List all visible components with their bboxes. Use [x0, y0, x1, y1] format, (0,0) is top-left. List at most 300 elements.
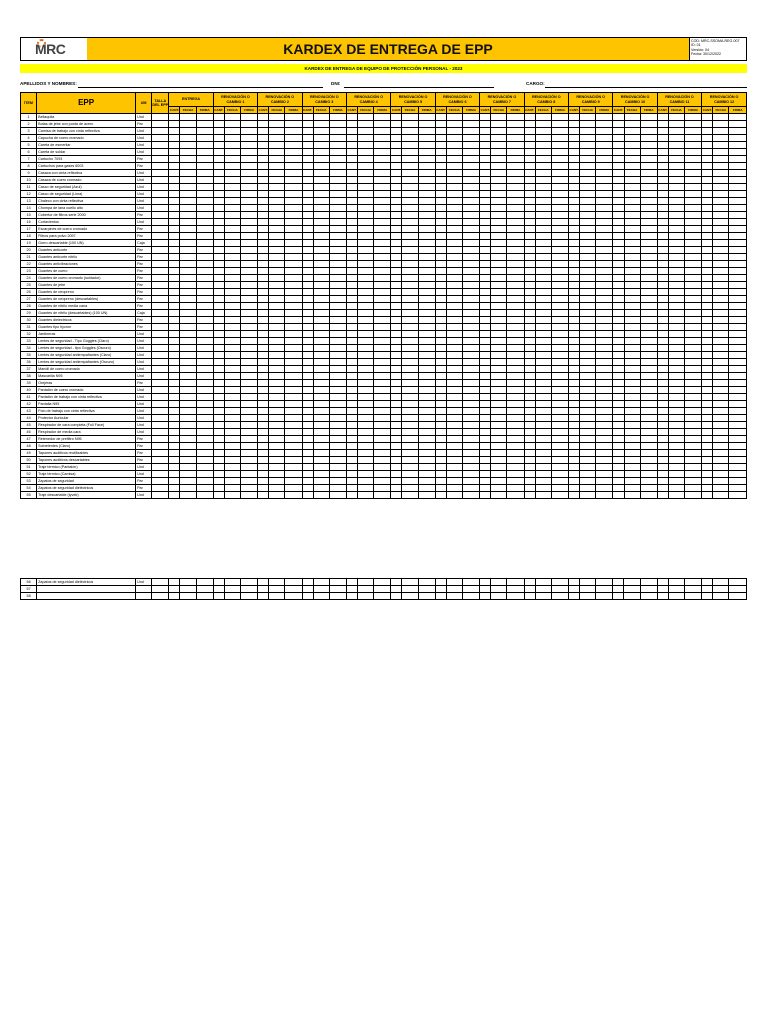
fecha-cell[interactable]	[358, 163, 374, 170]
fecha-cell[interactable]	[180, 156, 196, 163]
fecha-cell[interactable]	[358, 240, 374, 247]
cant-cell[interactable]	[657, 429, 668, 436]
cant-cell[interactable]	[302, 457, 313, 464]
fecha-cell[interactable]	[269, 177, 285, 184]
talla-cell[interactable]	[152, 359, 169, 366]
fecha-cell[interactable]	[313, 471, 329, 478]
fecha-cell[interactable]	[224, 457, 240, 464]
firma-cell[interactable]	[507, 198, 524, 205]
cant-cell[interactable]	[524, 303, 535, 310]
fecha-cell[interactable]	[269, 492, 285, 499]
firma-cell[interactable]	[729, 394, 747, 401]
firma-cell[interactable]	[685, 289, 702, 296]
fecha-cell[interactable]	[668, 254, 684, 261]
cant-cell[interactable]	[346, 373, 357, 380]
cant-cell[interactable]	[435, 149, 446, 156]
firma-cell[interactable]	[374, 184, 391, 191]
firma-cell[interactable]	[285, 226, 302, 233]
firma-cell[interactable]	[240, 184, 257, 191]
cant-cell[interactable]	[435, 415, 446, 422]
cant-cell[interactable]	[302, 464, 313, 471]
firma-cell[interactable]	[374, 282, 391, 289]
cant-cell[interactable]	[258, 296, 269, 303]
cant-cell[interactable]	[258, 198, 269, 205]
firma-cell[interactable]	[729, 289, 747, 296]
firma-cell[interactable]	[463, 415, 480, 422]
cant-cell[interactable]	[613, 579, 624, 586]
firma-cell[interactable]	[418, 387, 435, 394]
fecha-cell[interactable]	[180, 268, 196, 275]
firma-cell[interactable]	[640, 401, 657, 408]
fecha-cell[interactable]	[358, 478, 374, 485]
cant-cell[interactable]	[435, 121, 446, 128]
fecha-cell[interactable]	[313, 492, 329, 499]
firma-cell[interactable]	[196, 177, 213, 184]
cant-cell[interactable]	[702, 156, 713, 163]
cant-cell[interactable]	[657, 485, 668, 492]
cant-cell[interactable]	[346, 275, 357, 282]
fecha-cell[interactable]	[713, 191, 729, 198]
fecha-cell[interactable]	[624, 471, 640, 478]
cant-cell[interactable]	[613, 233, 624, 240]
firma-cell[interactable]	[240, 121, 257, 128]
fecha-cell[interactable]	[491, 268, 507, 275]
cant-cell[interactable]	[435, 296, 446, 303]
cant-cell[interactable]	[169, 191, 180, 198]
firma-cell[interactable]	[640, 289, 657, 296]
fecha-cell[interactable]	[535, 205, 551, 212]
cant-cell[interactable]	[613, 352, 624, 359]
cant-cell[interactable]	[702, 212, 713, 219]
cant-cell[interactable]	[657, 471, 668, 478]
firma-cell[interactable]	[640, 593, 657, 600]
cant-cell[interactable]	[302, 142, 313, 149]
firma-cell[interactable]	[596, 261, 613, 268]
firma-cell[interactable]	[329, 359, 346, 366]
fecha-cell[interactable]	[668, 128, 684, 135]
fecha-cell[interactable]	[446, 212, 462, 219]
firma-cell[interactable]	[329, 135, 346, 142]
firma-cell[interactable]	[551, 443, 568, 450]
fecha-cell[interactable]	[180, 219, 196, 226]
firma-cell[interactable]	[551, 261, 568, 268]
cant-cell[interactable]	[391, 226, 402, 233]
fecha-cell[interactable]	[580, 289, 596, 296]
talla-cell[interactable]	[152, 135, 169, 142]
cant-cell[interactable]	[258, 324, 269, 331]
fecha-cell[interactable]	[269, 156, 285, 163]
fecha-cell[interactable]	[668, 415, 684, 422]
firma-cell[interactable]	[196, 394, 213, 401]
cant-cell[interactable]	[169, 450, 180, 457]
firma-cell[interactable]	[374, 310, 391, 317]
firma-cell[interactable]	[507, 485, 524, 492]
talla-cell[interactable]	[152, 219, 169, 226]
firma-cell[interactable]	[596, 492, 613, 499]
fecha-cell[interactable]	[313, 240, 329, 247]
fecha-cell[interactable]	[713, 114, 729, 121]
fecha-cell[interactable]	[668, 282, 684, 289]
fecha-cell[interactable]	[358, 177, 374, 184]
firma-cell[interactable]	[463, 401, 480, 408]
cant-cell[interactable]	[569, 387, 580, 394]
firma-cell[interactable]	[196, 205, 213, 212]
cant-cell[interactable]	[524, 579, 535, 586]
cant-cell[interactable]	[613, 303, 624, 310]
cant-cell[interactable]	[169, 121, 180, 128]
firma-cell[interactable]	[507, 275, 524, 282]
fecha-cell[interactable]	[224, 170, 240, 177]
cant-cell[interactable]	[169, 205, 180, 212]
fecha-cell[interactable]	[358, 422, 374, 429]
firma-cell[interactable]	[285, 282, 302, 289]
fecha-cell[interactable]	[402, 366, 418, 373]
cant-cell[interactable]	[702, 443, 713, 450]
firma-cell[interactable]	[329, 373, 346, 380]
cant-cell[interactable]	[346, 331, 357, 338]
firma-cell[interactable]	[551, 156, 568, 163]
firma-cell[interactable]	[240, 324, 257, 331]
cant-cell[interactable]	[258, 233, 269, 240]
fecha-cell[interactable]	[580, 380, 596, 387]
fecha-cell[interactable]	[402, 282, 418, 289]
fecha-cell[interactable]	[446, 296, 462, 303]
firma-cell[interactable]	[374, 457, 391, 464]
fecha-cell[interactable]	[624, 226, 640, 233]
firma-cell[interactable]	[374, 205, 391, 212]
fecha-cell[interactable]	[491, 310, 507, 317]
cant-cell[interactable]	[702, 170, 713, 177]
firma-cell[interactable]	[640, 198, 657, 205]
firma-cell[interactable]	[374, 586, 391, 593]
cant-cell[interactable]	[346, 184, 357, 191]
cant-cell[interactable]	[258, 114, 269, 121]
fecha-cell[interactable]	[491, 352, 507, 359]
fecha-cell[interactable]	[446, 436, 462, 443]
fecha-cell[interactable]	[446, 338, 462, 345]
fecha-cell[interactable]	[580, 212, 596, 219]
fecha-cell[interactable]	[402, 149, 418, 156]
firma-cell[interactable]	[329, 345, 346, 352]
firma-cell[interactable]	[329, 226, 346, 233]
firma-cell[interactable]	[551, 373, 568, 380]
firma-cell[interactable]	[196, 457, 213, 464]
firma-cell[interactable]	[374, 198, 391, 205]
cant-cell[interactable]	[657, 247, 668, 254]
fecha-cell[interactable]	[224, 408, 240, 415]
fecha-cell[interactable]	[180, 443, 196, 450]
firma-cell[interactable]	[463, 282, 480, 289]
fecha-cell[interactable]	[624, 380, 640, 387]
firma-cell[interactable]	[507, 579, 524, 586]
talla-cell[interactable]	[152, 586, 169, 593]
cant-cell[interactable]	[391, 338, 402, 345]
firma-cell[interactable]	[285, 387, 302, 394]
firma-cell[interactable]	[463, 198, 480, 205]
cant-cell[interactable]	[568, 593, 579, 600]
fecha-cell[interactable]	[313, 345, 329, 352]
firma-cell[interactable]	[551, 408, 568, 415]
firma-cell[interactable]	[196, 415, 213, 422]
firma-cell[interactable]	[507, 226, 524, 233]
cant-cell[interactable]	[391, 401, 402, 408]
firma-cell[interactable]	[729, 593, 747, 600]
firma-cell[interactable]	[285, 593, 302, 600]
cant-cell[interactable]	[569, 436, 580, 443]
talla-cell[interactable]	[152, 212, 169, 219]
firma-cell[interactable]	[329, 212, 346, 219]
fecha-cell[interactable]	[535, 184, 551, 191]
firma-cell[interactable]	[685, 394, 702, 401]
firma-cell[interactable]	[463, 429, 480, 436]
fecha-cell[interactable]	[358, 142, 374, 149]
firma-cell[interactable]	[729, 492, 747, 499]
fecha-cell[interactable]	[491, 586, 507, 593]
fecha-cell[interactable]	[358, 492, 374, 499]
firma-cell[interactable]	[640, 394, 657, 401]
cant-cell[interactable]	[657, 401, 668, 408]
fecha-cell[interactable]	[224, 212, 240, 219]
talla-cell[interactable]	[152, 198, 169, 205]
cant-cell[interactable]	[657, 233, 668, 240]
fecha-cell[interactable]	[224, 443, 240, 450]
firma-cell[interactable]	[685, 457, 702, 464]
firma-cell[interactable]	[418, 324, 435, 331]
fecha-cell[interactable]	[358, 233, 374, 240]
cant-cell[interactable]	[213, 450, 224, 457]
cant-cell[interactable]	[524, 289, 535, 296]
talla-cell[interactable]	[152, 191, 169, 198]
cant-cell[interactable]	[302, 268, 313, 275]
firma-cell[interactable]	[551, 338, 568, 345]
cant-cell[interactable]	[435, 135, 446, 142]
firma-cell[interactable]	[596, 317, 613, 324]
fecha-cell[interactable]	[313, 359, 329, 366]
cant-cell[interactable]	[258, 415, 269, 422]
cant-cell[interactable]	[258, 436, 269, 443]
fecha-cell[interactable]	[491, 345, 507, 352]
fecha-cell[interactable]	[624, 261, 640, 268]
cargo-field[interactable]	[545, 87, 747, 88]
fecha-cell[interactable]	[713, 471, 729, 478]
cant-cell[interactable]	[524, 593, 535, 600]
fecha-cell[interactable]	[358, 191, 374, 198]
firma-cell[interactable]	[374, 254, 391, 261]
firma-cell[interactable]	[551, 450, 568, 457]
fecha-cell[interactable]	[224, 394, 240, 401]
cant-cell[interactable]	[480, 408, 491, 415]
fecha-cell[interactable]	[402, 345, 418, 352]
fecha-cell[interactable]	[224, 142, 240, 149]
firma-cell[interactable]	[596, 380, 613, 387]
fecha-cell[interactable]	[224, 380, 240, 387]
fecha-cell[interactable]	[446, 191, 462, 198]
firma-cell[interactable]	[685, 177, 702, 184]
fecha-cell[interactable]	[624, 436, 640, 443]
cant-cell[interactable]	[213, 387, 224, 394]
firma-cell[interactable]	[196, 586, 213, 593]
fecha-cell[interactable]	[668, 366, 684, 373]
cant-cell[interactable]	[346, 464, 357, 471]
firma-cell[interactable]	[329, 457, 346, 464]
fecha-cell[interactable]	[313, 436, 329, 443]
cant-cell[interactable]	[657, 373, 668, 380]
fecha-cell[interactable]	[713, 128, 729, 135]
cant-cell[interactable]	[702, 478, 713, 485]
fecha-cell[interactable]	[491, 247, 507, 254]
cant-cell[interactable]	[258, 275, 269, 282]
firma-cell[interactable]	[729, 471, 747, 478]
cant-cell[interactable]	[391, 240, 402, 247]
firma-cell[interactable]	[463, 163, 480, 170]
fecha-cell[interactable]	[224, 485, 240, 492]
cant-cell[interactable]	[435, 205, 446, 212]
fecha-cell[interactable]	[491, 579, 507, 586]
cant-cell[interactable]	[613, 373, 624, 380]
fecha-cell[interactable]	[402, 422, 418, 429]
firma-cell[interactable]	[685, 429, 702, 436]
cant-cell[interactable]	[213, 212, 224, 219]
fecha-cell[interactable]	[446, 471, 462, 478]
fecha-cell[interactable]	[269, 443, 285, 450]
fecha-cell[interactable]	[180, 184, 196, 191]
fecha-cell[interactable]	[713, 408, 729, 415]
fecha-cell[interactable]	[713, 352, 729, 359]
cant-cell[interactable]	[302, 331, 313, 338]
fecha-cell[interactable]	[180, 310, 196, 317]
cant-cell[interactable]	[169, 128, 180, 135]
firma-cell[interactable]	[507, 586, 524, 593]
cant-cell[interactable]	[391, 135, 402, 142]
fecha-cell[interactable]	[491, 163, 507, 170]
fecha-cell[interactable]	[668, 170, 684, 177]
fecha-cell[interactable]	[180, 233, 196, 240]
cant-cell[interactable]	[258, 429, 269, 436]
cant-cell[interactable]	[169, 135, 180, 142]
cant-cell[interactable]	[213, 254, 224, 261]
cant-cell[interactable]	[657, 492, 668, 499]
cant-cell[interactable]	[480, 478, 491, 485]
firma-cell[interactable]	[685, 422, 702, 429]
fecha-cell[interactable]	[224, 121, 240, 128]
cant-cell[interactable]	[569, 240, 580, 247]
firma-cell[interactable]	[596, 401, 613, 408]
firma-cell[interactable]	[240, 429, 257, 436]
cant-cell[interactable]	[346, 240, 357, 247]
fecha-cell[interactable]	[224, 579, 240, 586]
cant-cell[interactable]	[702, 114, 713, 121]
cant-cell[interactable]	[169, 149, 180, 156]
firma-cell[interactable]	[374, 317, 391, 324]
firma-cell[interactable]	[329, 422, 346, 429]
fecha-cell[interactable]	[402, 303, 418, 310]
firma-cell[interactable]	[418, 240, 435, 247]
firma-cell[interactable]	[418, 163, 435, 170]
fecha-cell[interactable]	[713, 331, 729, 338]
cant-cell[interactable]	[657, 359, 668, 366]
firma-cell[interactable]	[240, 114, 257, 121]
fecha-cell[interactable]	[224, 387, 240, 394]
firma-cell[interactable]	[685, 471, 702, 478]
cant-cell[interactable]	[435, 317, 446, 324]
cant-cell[interactable]	[213, 247, 224, 254]
firma-cell[interactable]	[463, 443, 480, 450]
firma-cell[interactable]	[685, 485, 702, 492]
cant-cell[interactable]	[524, 247, 535, 254]
cant-cell[interactable]	[435, 324, 446, 331]
cant-cell[interactable]	[302, 394, 313, 401]
fecha-cell[interactable]	[313, 593, 329, 600]
fecha-cell[interactable]	[269, 212, 285, 219]
firma-cell[interactable]	[329, 275, 346, 282]
fecha-cell[interactable]	[402, 317, 418, 324]
cant-cell[interactable]	[258, 177, 269, 184]
firma-cell[interactable]	[551, 163, 568, 170]
cant-cell[interactable]	[302, 282, 313, 289]
cant-cell[interactable]	[480, 289, 491, 296]
fecha-cell[interactable]	[313, 233, 329, 240]
fecha-cell[interactable]	[624, 254, 640, 261]
fecha-cell[interactable]	[269, 408, 285, 415]
cant-cell[interactable]	[258, 387, 269, 394]
fecha-cell[interactable]	[180, 464, 196, 471]
fecha-cell[interactable]	[535, 163, 551, 170]
fecha-cell[interactable]	[624, 422, 640, 429]
fecha-cell[interactable]	[224, 114, 240, 121]
fecha-cell[interactable]	[269, 163, 285, 170]
firma-cell[interactable]	[240, 212, 257, 219]
firma-cell[interactable]	[329, 142, 346, 149]
fecha-cell[interactable]	[402, 394, 418, 401]
cant-cell[interactable]	[613, 586, 624, 593]
firma-cell[interactable]	[240, 450, 257, 457]
cant-cell[interactable]	[169, 142, 180, 149]
firma-cell[interactable]	[329, 233, 346, 240]
fecha-cell[interactable]	[402, 464, 418, 471]
cant-cell[interactable]	[169, 317, 180, 324]
fecha-cell[interactable]	[313, 296, 329, 303]
fecha-cell[interactable]	[269, 268, 285, 275]
fecha-cell[interactable]	[535, 275, 551, 282]
cant-cell[interactable]	[391, 450, 402, 457]
cant-cell[interactable]	[213, 331, 224, 338]
fecha-cell[interactable]	[580, 324, 596, 331]
firma-cell[interactable]	[551, 135, 568, 142]
cant-cell[interactable]	[569, 135, 580, 142]
fecha-cell[interactable]	[624, 429, 640, 436]
fecha-cell[interactable]	[313, 485, 329, 492]
firma-cell[interactable]	[640, 254, 657, 261]
firma-cell[interactable]	[640, 177, 657, 184]
cant-cell[interactable]	[302, 422, 313, 429]
firma-cell[interactable]	[463, 212, 480, 219]
cant-cell[interactable]	[480, 429, 491, 436]
talla-cell[interactable]	[152, 394, 169, 401]
cant-cell[interactable]	[435, 471, 446, 478]
firma-cell[interactable]	[596, 450, 613, 457]
firma-cell[interactable]	[729, 184, 747, 191]
cant-cell[interactable]	[346, 422, 357, 429]
fecha-cell[interactable]	[491, 593, 507, 600]
firma-cell[interactable]	[596, 121, 613, 128]
fecha-cell[interactable]	[668, 289, 684, 296]
firma-cell[interactable]	[685, 387, 702, 394]
cant-cell[interactable]	[302, 366, 313, 373]
cant-cell[interactable]	[613, 170, 624, 177]
firma-cell[interactable]	[463, 247, 480, 254]
fecha-cell[interactable]	[535, 380, 551, 387]
firma-cell[interactable]	[729, 429, 747, 436]
